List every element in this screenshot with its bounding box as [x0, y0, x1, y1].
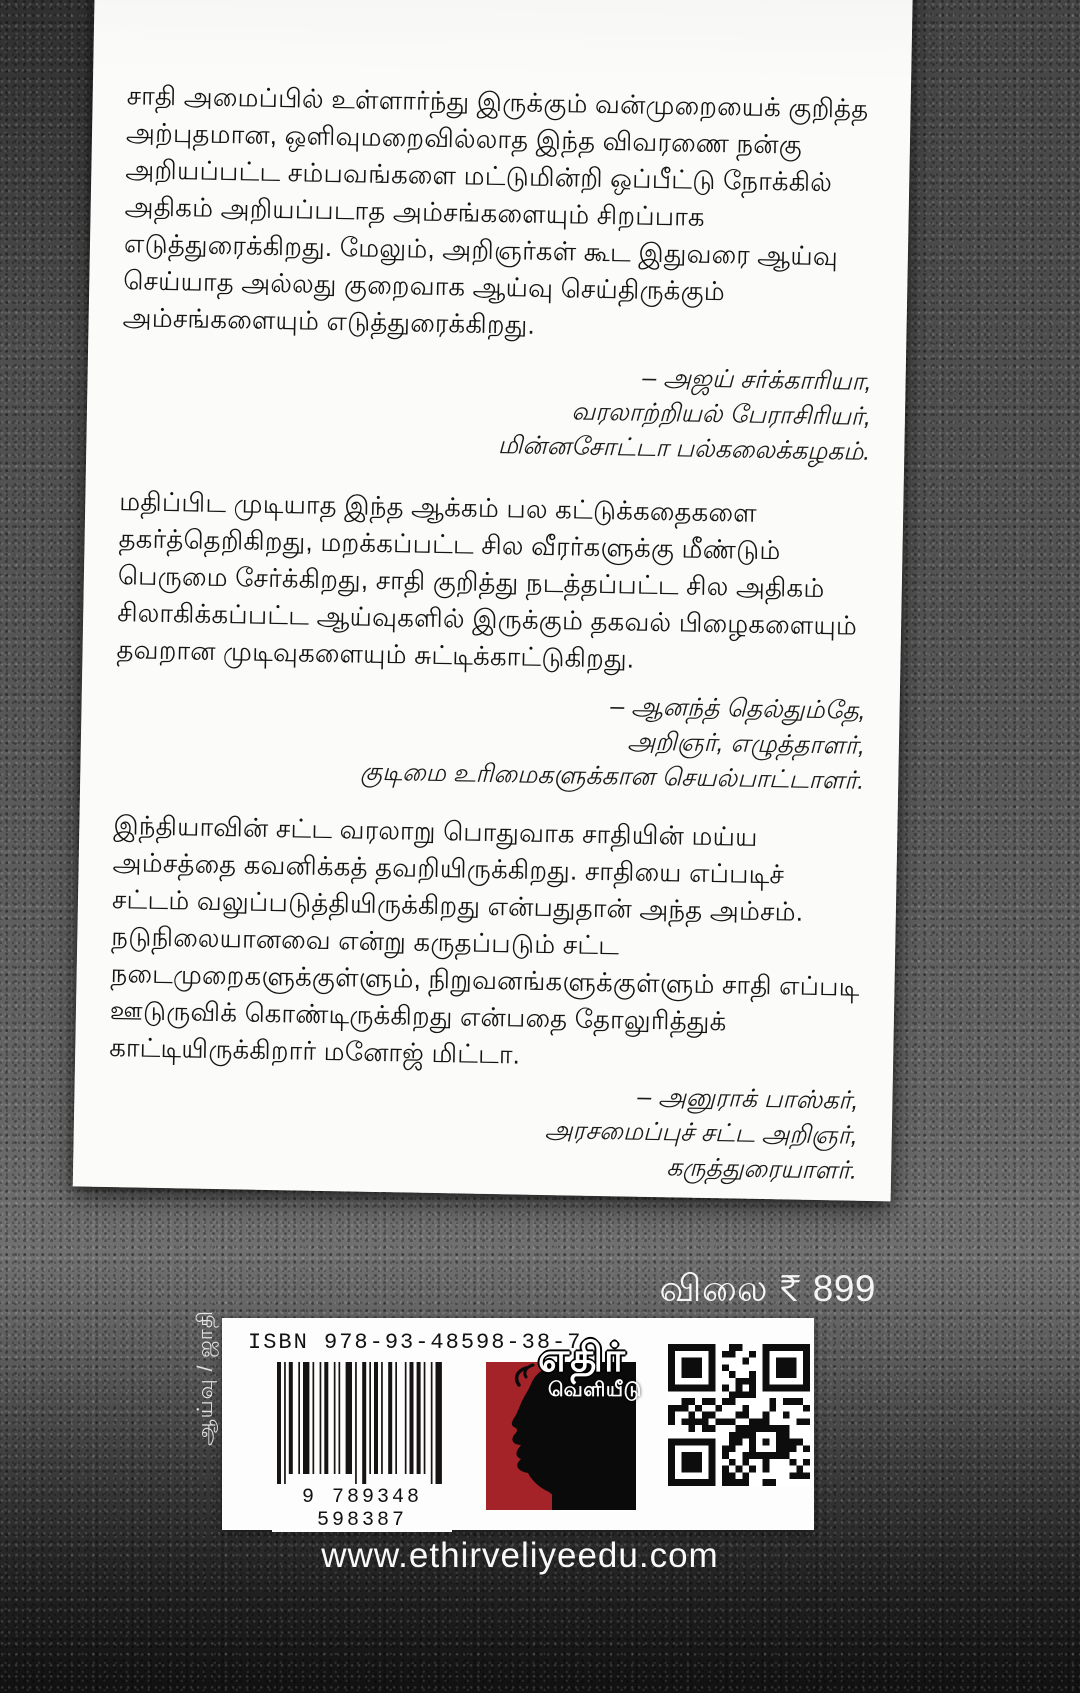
review-line: எடுத்துரைக்கிறது. மேலும், அறிஞர்கள் கூட இதுவரை ஆய்வு — [123, 228, 839, 272]
publisher-name-top: எதிர் — [538, 1336, 626, 1380]
review-attribution-2 — [114, 680, 874, 799]
info-panel — [222, 1318, 814, 1530]
attribution-line: அரசமைப்புச் சட்ட அறிஞர், — [544, 1116, 859, 1150]
price-label: விலை ₹ 899 — [659, 1268, 876, 1309]
attribution-line: அறிஞர், எழுத்தாளர், — [627, 727, 866, 760]
publisher-name-bottom: வெளியீடு — [548, 1379, 642, 1401]
qr-code — [668, 1344, 810, 1486]
isbn-label: ISBN 978-93-48598-38-7 — [248, 1330, 583, 1355]
review-line: சட்டம் வலுப்படுத்தியிருக்கிறது என்பதுதான் அந்த அம்சம். — [111, 884, 804, 927]
review-line: காட்டியிருக்கிறார் மனோஜ் மிட்டா. — [109, 1032, 521, 1070]
review-attribution-3 — [107, 1070, 867, 1189]
review-line: ஊடுருவிக் கொண்டிருக்கிறது என்பதை தோலுரித்துக் — [109, 995, 727, 1037]
review-paragraph-3 — [109, 807, 872, 1080]
attribution-line: குடிமை உரிமைகளுக்கான செயல்பாட்டாளர். — [359, 757, 865, 795]
review-line: அம்சத்தை கவனிக்கத் தவறியிருக்கிறது. சாதியை எப்படிச் — [112, 847, 785, 890]
review-card — [73, 0, 914, 1201]
attribution-line: – ஆனந்த் தெல்தும்தே, — [610, 692, 866, 725]
website-url: www.ethirveliyeedu.com — [321, 1536, 719, 1575]
review-paragraph-1 — [122, 77, 885, 350]
spine-text: ஆய்வு / ஜாதி — [194, 1310, 217, 1446]
attribution-line: கருத்துரையாளர். — [666, 1153, 858, 1185]
review-line: நடைமுறைகளுக்குள்ளும், நிறுவனங்களுக்குள்ளும் சாதி எப்படி — [110, 958, 860, 1002]
attribution-line: மின்னசோட்டா பல்கலைக்கழகம். — [497, 431, 871, 466]
qr-pattern-icon — [668, 1344, 810, 1486]
review-line: மதிப்பிட முடியாத இந்த ஆக்கம் பல கட்டுக்கதைகளை — [119, 486, 758, 528]
review-paragraph-2 — [116, 483, 877, 682]
review-line: இந்தியாவின் சட்ட வரலாறு பொதுவாக சாதியின் மய்ய — [113, 810, 758, 852]
review-attribution-1 — [120, 351, 880, 470]
barcode-digits: 9 789348 598387 — [272, 1484, 452, 1532]
review-line: அற்புதமான, ஒளிவுமறைவில்லாத இந்த விவரணை நன்கு — [125, 117, 803, 160]
review-line: பெருமை சேர்க்கிறது, சாதி குறித்து நடத்தப்பட்ட சில அதிகம் — [117, 560, 825, 604]
review-line: தவறான முடிவுகளையும் சுட்டிக்காட்டுகிறது. — [116, 634, 635, 674]
review-line: சிலாகிக்கப்பட்ட ஆய்வுகளில் இருக்கும் தகவல் பிழைகளையும் — [116, 597, 858, 641]
attribution-line: – அஜய் சர்க்காரியா, — [642, 363, 872, 396]
publisher-logo — [486, 1336, 642, 1510]
review-line: நடுநிலையானவை என்று கருதப்படும் சட்ட — [111, 921, 620, 961]
attribution-line: – அனுராக் பாஸ்கர், — [637, 1082, 859, 1115]
attribution-line: வரலாற்றியல் பேராசிரியர், — [571, 397, 872, 431]
review-line: சாதி அமைப்பில் உள்ளார்ந்து இருக்கும் வன்முறையைக் குறித்த — [126, 80, 869, 124]
review-line: தகர்த்தெறிகிறது, மறக்கப்பட்ட சில வீரர்களுக்கு மீண்டும் — [118, 523, 781, 566]
review-line: செய்யாத அல்லது குறைவாக ஆய்வு செய்திருக்கும் — [123, 265, 726, 307]
barcode-bars-icon — [272, 1362, 452, 1492]
review-line: அதிகம் அறியப்படாத அம்சங்களையும் சிறப்பாக — [124, 191, 706, 232]
barcode — [272, 1362, 452, 1532]
review-line: அம்சங்களையும் எடுத்துரைக்கிறது. — [122, 302, 536, 340]
review-line: அறியப்பட்ட சம்பவங்களை மட்டுமின்றி ஒப்பீட்டு நோக்கில் — [125, 154, 833, 198]
